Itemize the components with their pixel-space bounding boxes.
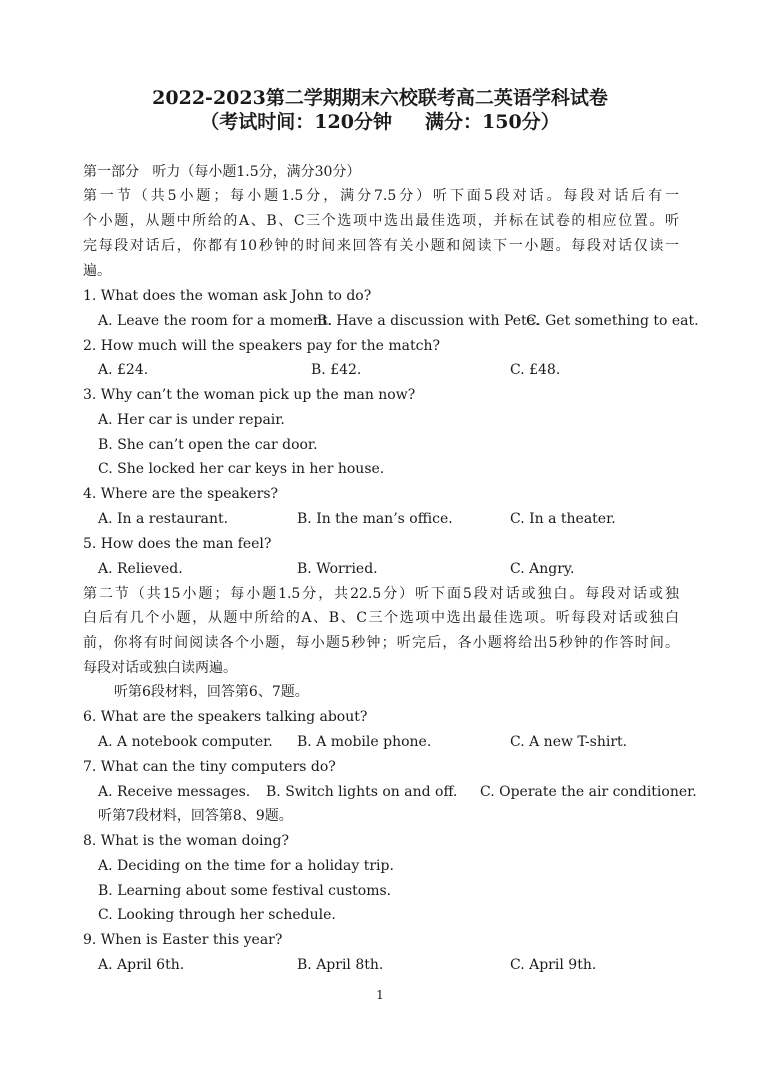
question-1-option-b: B. Have a discussion with Pete. <box>317 313 540 329</box>
question-5-option-c: C. Angry. <box>510 561 575 577</box>
exam-subtitle: （考试时间：120分钟 满分：150分） <box>200 111 560 133</box>
section2-intro-line-1: 第二节（共15小题；每小题1.5分，共22.5分）听下面5段对话或独白。每段对话或独 <box>83 586 679 602</box>
material-7-instruction: 听第7段材料，回答第8、9题。 <box>98 808 293 824</box>
question-9-option-c: C. April 9th. <box>510 957 597 973</box>
question-4-option-a: A. In a restaurant. <box>98 511 229 527</box>
question-2-option-a: A. £24. <box>98 362 149 378</box>
question-5-stem: 5. How does the man feel? <box>83 536 272 552</box>
question-6-option-a: A. A notebook computer. <box>98 734 273 750</box>
material-6-instruction: 听第6段材料，回答第6、7题。 <box>114 684 309 700</box>
question-6-option-c: C. A new T-shirt. <box>510 734 628 750</box>
question-9-option-b: B. April 8th. <box>297 957 384 973</box>
question-1-stem: 1. What does the woman ask John to do? <box>83 288 372 304</box>
question-8-stem: 8. What is the woman doing? <box>83 833 289 849</box>
section2-intro-line-2: 白后有几个小题，从题中所给的A、B、C三个选项中选出最佳选项。听每段对话或独白 <box>83 610 679 626</box>
question-7-option-a: A. Receive messages. <box>98 784 251 800</box>
question-8-option-c: C. Looking through her schedule. <box>98 907 336 923</box>
question-9-option-a: A. April 6th. <box>98 957 185 973</box>
question-7-option-b: B. Switch lights on and off. <box>266 784 458 800</box>
section2-intro-line-4: 每段对话或独白读两遍。 <box>83 660 237 676</box>
section1-intro-line-2: 个小题，从题中所给的A、B、C三个选项中选出最佳选项，并标在试卷的相应位置。听 <box>83 213 679 229</box>
question-3-option-c: C. She locked her car keys in her house. <box>98 461 385 477</box>
question-4-stem: 4. Where are the speakers? <box>83 486 279 502</box>
question-1-option-c: C. Get something to eat. <box>526 313 699 329</box>
section1-intro-line-4: 遍。 <box>83 263 111 279</box>
question-4-option-b: B. In the man’s office. <box>297 511 453 527</box>
question-2-stem: 2. How much will the speakers pay for the match? <box>83 338 441 354</box>
question-3-stem: 3. Why can’t the woman pick up the man now? <box>83 387 416 403</box>
section2-intro-line-3: 前，你将有时间阅读各个小题，每小题5秒钟；听完后，各小题将给出5秒钟的作答时间。 <box>83 635 679 651</box>
question-2-option-c: C. £48. <box>510 362 561 378</box>
question-5-option-a: A. Relieved. <box>98 561 183 577</box>
question-5-option-b: B. Worried. <box>297 561 378 577</box>
question-3-option-b: B. She can’t open the car door. <box>98 437 318 453</box>
section1-intro-line-1: 第一节（共5小题；每小题1.5分，满分7.5分）听下面5段对话。每段对话后有一 <box>83 188 679 204</box>
exam-title: 2022-2023第二学期期末六校联考高二英语学科试卷 <box>152 87 608 109</box>
question-8-option-b: B. Learning about some festival customs. <box>98 883 392 899</box>
question-7-option-c: C. Operate the air conditioner. <box>480 784 697 800</box>
section1-intro-line-3: 完每段对话后，你都有10秒钟的时间来回答有关小题和阅读下一小题。每段对话仅读一 <box>83 238 679 254</box>
question-6-stem: 6. What are the speakers talking about? <box>83 709 368 725</box>
question-9-stem: 9. When is Easter this year? <box>83 932 283 948</box>
part1-heading: 第一部分 听力（每小题1.5分，满分30分） <box>83 164 361 180</box>
question-1-option-a: A. Leave the room for a moment. <box>98 313 333 329</box>
page-number: 1 <box>376 988 384 1002</box>
question-8-option-a: A. Deciding on the time for a holiday trip. <box>98 858 394 874</box>
question-4-option-c: C. In a theater. <box>510 511 616 527</box>
question-3-option-a: A. Her car is under repair. <box>98 412 285 428</box>
question-2-option-b: B. £42. <box>311 362 362 378</box>
question-6-option-b: B. A mobile phone. <box>297 734 432 750</box>
question-7-stem: 7. What can the tiny computers do? <box>83 759 336 775</box>
